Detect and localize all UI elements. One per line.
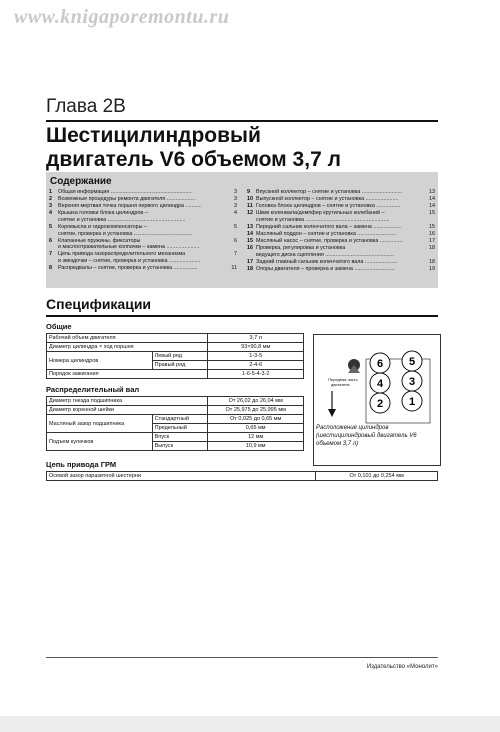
toc-item[interactable] xyxy=(49,196,237,203)
spec-value: От 26,02 до 26,04 мм xyxy=(208,397,304,406)
cylinder-label: 5 xyxy=(408,356,416,368)
spec-sublabel: Левый ряд xyxy=(152,352,208,361)
toc-text: Впускной коллектор – снятие и установка ........................... xyxy=(256,189,403,195)
contents-left-column xyxy=(49,189,237,272)
spec-value: От 0,025 до 0,65 мм xyxy=(208,415,304,424)
toc-text: Опоры двигателя – проверка и замена ........................... xyxy=(256,266,395,273)
spec-value: 2-4-6 xyxy=(208,361,304,370)
spec-value: 0,65 мм xyxy=(208,424,304,433)
toc-number: 4 xyxy=(49,210,52,217)
toc-page: 3 xyxy=(234,196,237,203)
toc-text: Коромысла и гидрокомпенсаторы – снятие, проверка и установка ....................................... xyxy=(58,223,193,237)
toc-page: 5 xyxy=(234,223,237,230)
toc-item[interactable] xyxy=(247,259,435,266)
toc-item[interactable] xyxy=(49,189,237,196)
toc-page: 17 xyxy=(429,238,435,245)
toc-page: 6 xyxy=(234,237,237,244)
toc-number: 5 xyxy=(49,223,52,230)
table-row xyxy=(47,472,438,481)
title-line-1: Шестицилиндровый xyxy=(46,124,261,147)
toc-item[interactable] xyxy=(49,210,237,223)
toc-item[interactable] xyxy=(49,203,237,210)
toc-item[interactable] xyxy=(247,210,435,223)
title-line-2: двигатель V6 объемом 3,7 л xyxy=(46,148,341,171)
table-row xyxy=(47,397,304,406)
toc-text: Масляный насос – снятие, проверка и установка ............... xyxy=(256,238,403,245)
spec-value: 12 мм xyxy=(208,433,304,442)
toc-number: 9 xyxy=(247,189,250,195)
toc-page: 7 xyxy=(234,251,237,258)
spec-label: Масляный зазор подшипника xyxy=(47,415,153,433)
toc-text: Распредвалы – снятие, проверка и установка ................ xyxy=(58,265,198,272)
toc-number: 12 xyxy=(247,210,253,217)
table-row xyxy=(47,334,304,343)
toc-number: 7 xyxy=(49,251,52,258)
table-row xyxy=(47,433,304,442)
spec-value: 10,9 мм xyxy=(208,442,304,451)
toc-number: 16 xyxy=(247,245,253,252)
toc-page: 11 xyxy=(231,265,237,272)
engine-logo-icon xyxy=(348,359,360,373)
general-specs-table xyxy=(46,333,304,379)
page-title xyxy=(46,124,341,172)
spec-sublabel: Впуск xyxy=(152,433,208,442)
toc-item[interactable] xyxy=(247,238,435,245)
specs-divider xyxy=(46,315,438,317)
toc-text: Возможные процедуры ремонта двигателя ................... xyxy=(58,196,196,203)
scan-bottom-edge xyxy=(0,716,500,732)
toc-number: 2 xyxy=(49,196,52,203)
cylinder-label: 6 xyxy=(376,358,384,370)
toc-number: 17 xyxy=(247,258,253,265)
cylinder-layout-diagram xyxy=(314,335,440,425)
spec-label: Диаметр цилиндра × ход поршня xyxy=(47,343,208,352)
toc-item[interactable] xyxy=(247,266,435,273)
toc-item[interactable] xyxy=(49,224,237,237)
general-heading: Общие xyxy=(46,322,72,331)
toc-text: Масляный поддон – снятие и установка .......................... xyxy=(256,231,397,238)
toc-text: Шкив коленвала/демпфер крутильных колебаний – снятие и установка ........................................................ xyxy=(256,210,390,223)
table-row xyxy=(47,406,304,415)
spec-label: Номера цилиндров xyxy=(47,352,153,370)
toc-page: 19 xyxy=(429,266,435,273)
table-row xyxy=(47,352,304,361)
diagram-caption: Расположение цилиндров (шестицилиндровый двигатель V6 объемом 3,7 л) xyxy=(316,425,417,447)
timing-chain-heading: Цепь привода ГРМ xyxy=(46,460,117,469)
spec-label: Рабочий объем двигателя xyxy=(47,334,208,343)
toc-page: 4 xyxy=(234,210,237,217)
front-label-line-2: двигателя xyxy=(331,382,350,387)
spec-label: Диаметр гнезда подшипника xyxy=(47,397,208,406)
spec-label: Подъем кулачков xyxy=(47,433,153,451)
cylinder-label: 4 xyxy=(376,378,384,390)
chapter-label: Глава 2B xyxy=(46,96,126,117)
spec-sublabel: Правый ряд xyxy=(152,361,208,370)
site-watermark: www.knigaporemontu.ru xyxy=(14,6,230,28)
chapter-divider xyxy=(46,120,438,122)
cylinder-block xyxy=(366,351,430,423)
toc-item[interactable] xyxy=(247,196,435,203)
table-row xyxy=(47,370,304,379)
toc-page: 14 xyxy=(429,196,435,203)
toc-page: 18 xyxy=(429,258,435,265)
specs-title: Спецификации xyxy=(46,296,152,312)
toc-number: 15 xyxy=(247,238,253,245)
toc-page: 14 xyxy=(429,203,435,210)
spec-value: 3,7 л xyxy=(208,334,304,343)
contents-title: Содержание xyxy=(50,176,112,187)
toc-number: 14 xyxy=(247,231,253,238)
spec-value: От 0,101 до 0,254 мм xyxy=(316,472,438,481)
toc-text: Крышка головки блока цилиндров – снятие и установка .................................................... xyxy=(58,210,186,223)
spec-value: 1-6-5-4-3-2 xyxy=(208,370,304,379)
toc-text: Передний сальник коленчатого вала – замена ................... xyxy=(256,223,402,230)
toc-number: 1 xyxy=(49,189,52,195)
table-row xyxy=(47,343,304,352)
toc-text: Цепь привода газораспределительного механизма и звездочки – снятие, проверка и установка ..................... xyxy=(58,251,201,264)
contents-box xyxy=(46,172,438,288)
cylinder-label: 3 xyxy=(408,376,416,388)
spec-label: Диаметр коренной шейки xyxy=(47,406,208,415)
toc-number: 11 xyxy=(247,203,253,210)
toc-text: Головка блока цилиндров – снятие и установка ................ xyxy=(256,203,401,210)
camshaft-heading: Распределительный вал xyxy=(46,385,140,394)
publisher-credit: Издательство «Монолит» xyxy=(366,664,438,670)
toc-item[interactable] xyxy=(247,231,435,238)
toc-item[interactable] xyxy=(247,224,435,231)
toc-page: 3 xyxy=(234,203,237,210)
toc-item[interactable] xyxy=(49,251,237,264)
toc-number: 13 xyxy=(247,223,253,230)
cylinder-label: 1 xyxy=(408,396,416,408)
table-row xyxy=(47,415,304,424)
toc-item[interactable] xyxy=(247,189,435,196)
front-arrow-icon xyxy=(328,391,336,417)
toc-text: Задний главный сальник коленчатого вала ...................... xyxy=(256,258,398,265)
spec-sublabel: Стандартный xyxy=(152,415,208,424)
spec-value: От 25,975 до 25,995 мм xyxy=(208,406,304,415)
cylinder-label: 2 xyxy=(376,398,384,410)
toc-number: 6 xyxy=(49,237,52,244)
toc-number: 8 xyxy=(49,265,52,272)
toc-page: 16 xyxy=(429,231,435,238)
toc-text: Клапанные пружины, фиксаторы и маслоотражательные колпачки – замена ...................... xyxy=(58,237,200,251)
toc-text: Верхняя мертвая точка поршня первого цилиндра ........... xyxy=(58,203,202,210)
spec-label: Осевой зазор паразитной шестерни xyxy=(47,472,316,481)
toc-number: 10 xyxy=(247,196,253,203)
toc-page: 18 xyxy=(429,245,435,252)
toc-page: 13 xyxy=(429,189,435,195)
toc-item[interactable] xyxy=(247,245,435,258)
toc-item[interactable] xyxy=(49,265,237,272)
contents-right-column xyxy=(247,189,435,273)
toc-item[interactable] xyxy=(247,203,435,210)
camshaft-specs-table xyxy=(46,396,304,451)
toc-page: 15 xyxy=(429,223,435,230)
toc-page: 15 xyxy=(429,210,435,217)
spec-value: 93×90,8 мм xyxy=(208,343,304,352)
toc-text: Общая информация ...................................................... xyxy=(58,189,192,195)
front-label-line-1: Передняя часть xyxy=(328,377,358,382)
timing-chain-table xyxy=(46,471,438,481)
spec-label: Порядок зажигания xyxy=(47,370,208,379)
toc-text: Выпускной коллектор – снятие и установка ...................... xyxy=(256,196,399,203)
toc-page: 3 xyxy=(234,189,237,195)
toc-item[interactable] xyxy=(49,238,237,251)
spec-sublabel: Предельный xyxy=(152,424,208,433)
footer-divider xyxy=(46,657,438,658)
spec-sublabel: Выпуск xyxy=(152,442,208,451)
spec-value: 1-3-5 xyxy=(208,352,304,361)
toc-text: Проверка, регулировка и установка ведущего диска сцепления .............................................. xyxy=(256,245,395,258)
toc-number: 3 xyxy=(49,203,52,210)
toc-number: 18 xyxy=(247,266,253,273)
